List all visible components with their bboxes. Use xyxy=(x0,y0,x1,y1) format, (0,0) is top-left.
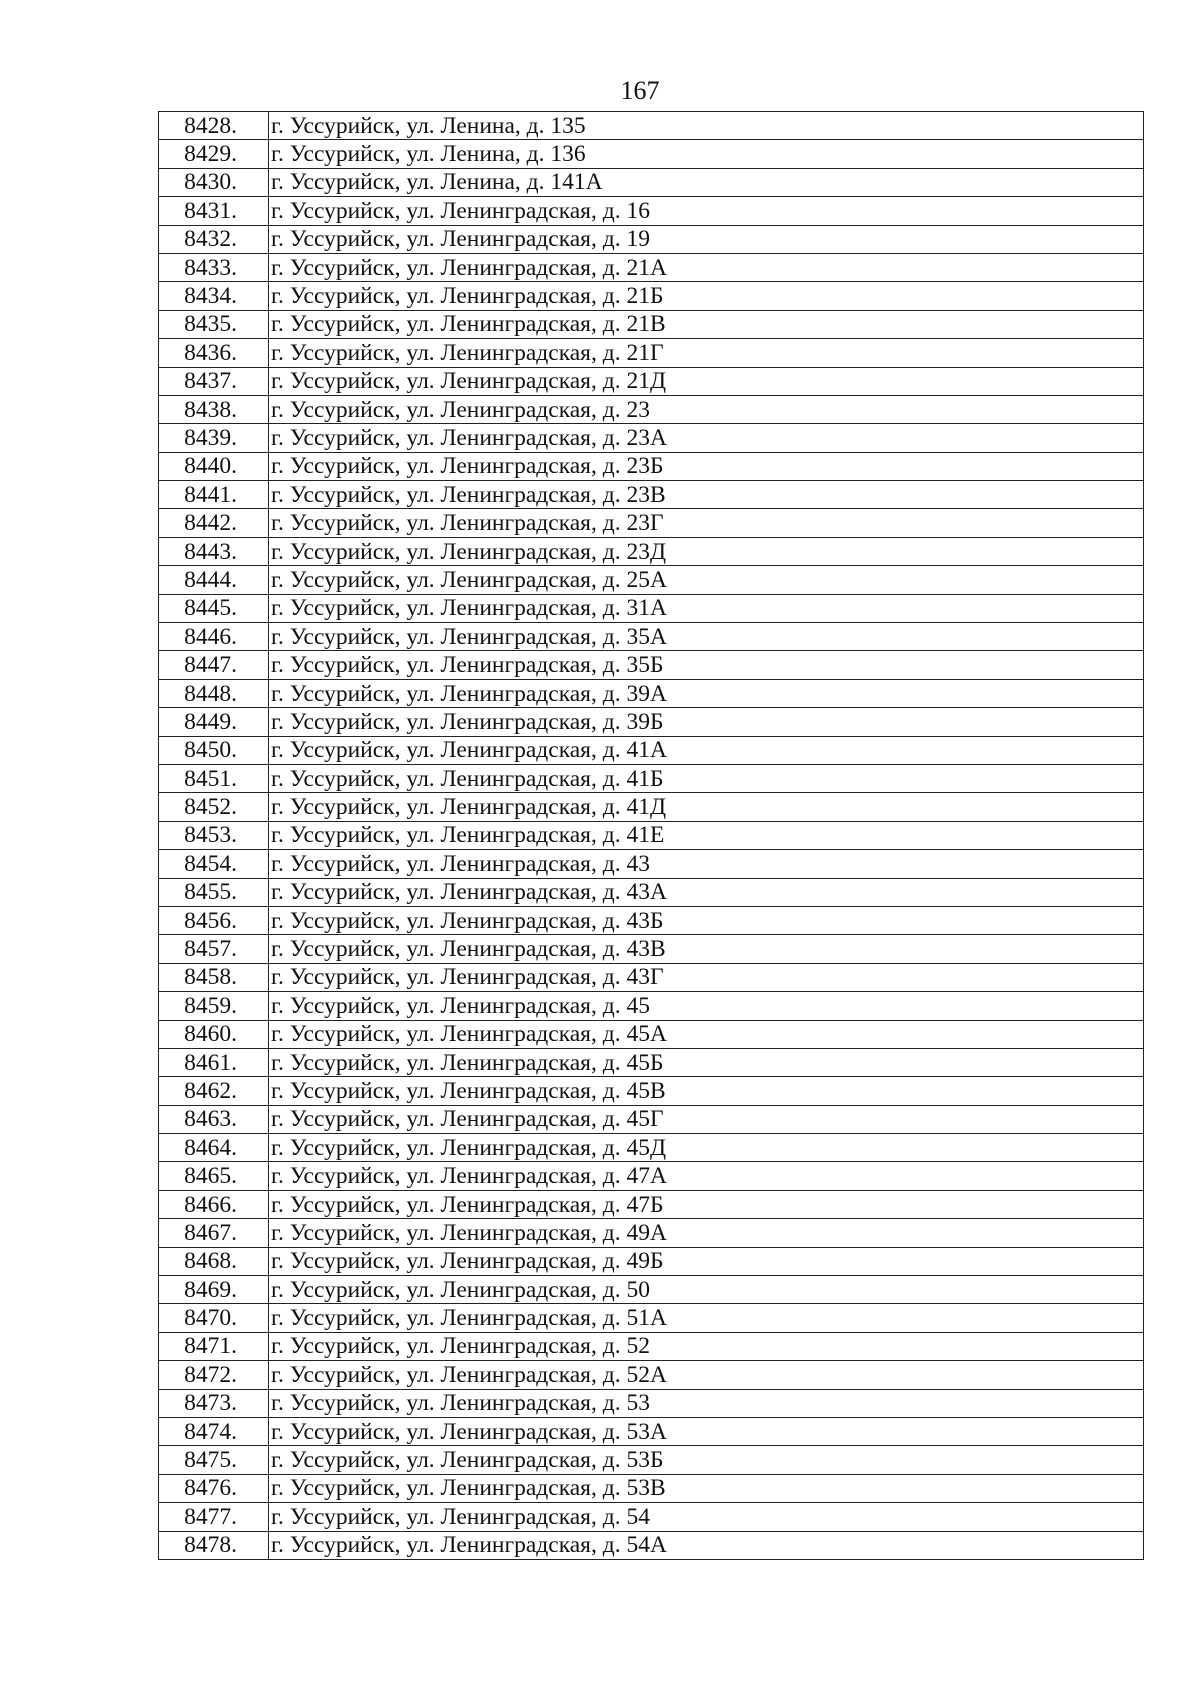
table-row xyxy=(159,878,1144,906)
row-number: 8463. xyxy=(159,1105,269,1133)
table-row xyxy=(159,1389,1144,1417)
row-address: г. Уссурийск, ул. Ленинградская, д. 21Д xyxy=(269,367,1144,395)
row-number: 8446. xyxy=(159,623,269,651)
row-number: 8454. xyxy=(159,850,269,878)
row-address: г. Уссурийск, ул. Ленинградская, д. 35А xyxy=(269,623,1144,651)
table-row xyxy=(159,793,1144,821)
table-row xyxy=(159,1162,1144,1190)
row-number: 8439. xyxy=(159,424,269,452)
table-row xyxy=(159,1474,1144,1502)
row-number: 8451. xyxy=(159,764,269,792)
table-row xyxy=(159,424,1144,452)
row-address: г. Уссурийск, ул. Ленинградская, д. 51А xyxy=(269,1304,1144,1332)
row-number: 8447. xyxy=(159,651,269,679)
row-number: 8443. xyxy=(159,537,269,565)
row-address: г. Уссурийск, ул. Ленинградская, д. 25А xyxy=(269,566,1144,594)
page-number: 167 xyxy=(620,76,660,105)
row-number: 8434. xyxy=(159,282,269,310)
row-address: г. Уссурийск, ул. Ленинградская, д. 41Е xyxy=(269,821,1144,849)
row-address: г. Уссурийск, ул. Ленинградская, д. 50 xyxy=(269,1276,1144,1304)
row-number: 8477. xyxy=(159,1503,269,1531)
row-number: 8472. xyxy=(159,1361,269,1389)
row-address: г. Уссурийск, ул. Ленинградская, д. 43Б xyxy=(269,906,1144,934)
row-address: г. Уссурийск, ул. Ленинградская, д. 21Б xyxy=(269,282,1144,310)
table-row xyxy=(159,1304,1144,1332)
row-number: 8467. xyxy=(159,1219,269,1247)
row-address: г. Уссурийск, ул. Ленина, д. 135 xyxy=(269,112,1144,140)
row-number: 8459. xyxy=(159,992,269,1020)
table-row xyxy=(159,1219,1144,1247)
row-address: г. Уссурийск, ул. Ленинградская, д. 21Г xyxy=(269,339,1144,367)
table-row xyxy=(159,736,1144,764)
table-row xyxy=(159,1417,1144,1445)
row-address: г. Уссурийск, ул. Ленинградская, д. 45Б xyxy=(269,1048,1144,1076)
row-address: г. Уссурийск, ул. Ленинградская, д. 39Б xyxy=(269,708,1144,736)
row-number: 8462. xyxy=(159,1077,269,1105)
address-table-body xyxy=(159,112,1144,1560)
row-address: г. Уссурийск, ул. Ленинградская, д. 16 xyxy=(269,197,1144,225)
row-address: г. Уссурийск, ул. Ленинградская, д. 53 xyxy=(269,1389,1144,1417)
row-number: 8470. xyxy=(159,1304,269,1332)
row-address: г. Уссурийск, ул. Ленинградская, д. 45В xyxy=(269,1077,1144,1105)
row-number: 8428. xyxy=(159,112,269,140)
table-row xyxy=(159,708,1144,736)
table-row xyxy=(159,1134,1144,1162)
row-address: г. Уссурийск, ул. Ленинградская, д. 31А xyxy=(269,594,1144,622)
row-address: г. Уссурийск, ул. Ленинградская, д. 41Д xyxy=(269,793,1144,821)
table-row xyxy=(159,395,1144,423)
row-number: 8478. xyxy=(159,1531,269,1559)
row-number: 8473. xyxy=(159,1389,269,1417)
row-number: 8445. xyxy=(159,594,269,622)
row-address: г. Уссурийск, ул. Ленинградская, д. 52 xyxy=(269,1332,1144,1360)
row-number: 8466. xyxy=(159,1190,269,1218)
row-number: 8465. xyxy=(159,1162,269,1190)
row-number: 8430. xyxy=(159,168,269,196)
row-address: г. Уссурийск, ул. Ленинградская, д. 45А xyxy=(269,1020,1144,1048)
row-address: г. Уссурийск, ул. Ленинградская, д. 23Д xyxy=(269,537,1144,565)
table-row xyxy=(159,963,1144,991)
row-address: г. Уссурийск, ул. Ленинградская, д. 45 xyxy=(269,992,1144,1020)
row-number: 8431. xyxy=(159,197,269,225)
table-row xyxy=(159,821,1144,849)
row-number: 8471. xyxy=(159,1332,269,1360)
table-row xyxy=(159,1503,1144,1531)
row-address: г. Уссурийск, ул. Ленинградская, д. 35Б xyxy=(269,651,1144,679)
table-row xyxy=(159,1276,1144,1304)
table-row xyxy=(159,906,1144,934)
row-number: 8432. xyxy=(159,225,269,253)
row-number: 8438. xyxy=(159,395,269,423)
address-table xyxy=(158,111,1144,1560)
row-address: г. Уссурийск, ул. Ленинградская, д. 43 xyxy=(269,850,1144,878)
row-address: г. Уссурийск, ул. Ленинградская, д. 43В xyxy=(269,935,1144,963)
table-row xyxy=(159,764,1144,792)
row-number: 8461. xyxy=(159,1048,269,1076)
row-number: 8455. xyxy=(159,878,269,906)
row-address: г. Уссурийск, ул. Ленинградская, д. 49Б xyxy=(269,1247,1144,1275)
table-row xyxy=(159,339,1144,367)
table-row xyxy=(159,651,1144,679)
table-row xyxy=(159,140,1144,168)
row-address: г. Уссурийск, ул. Ленина, д. 141А xyxy=(269,168,1144,196)
row-address: г. Уссурийск, ул. Ленинградская, д. 23А xyxy=(269,424,1144,452)
table-row xyxy=(159,253,1144,281)
table-row xyxy=(159,1190,1144,1218)
row-address: г. Уссурийск, ул. Ленинградская, д. 19 xyxy=(269,225,1144,253)
row-address: г. Уссурийск, ул. Ленинградская, д. 45Д xyxy=(269,1134,1144,1162)
row-number: 8464. xyxy=(159,1134,269,1162)
table-row xyxy=(159,1531,1144,1559)
table-row xyxy=(159,1020,1144,1048)
row-address: г. Уссурийск, ул. Ленинградская, д. 53Б xyxy=(269,1446,1144,1474)
row-address: г. Уссурийск, ул. Ленинградская, д. 53В xyxy=(269,1474,1144,1502)
table-row xyxy=(159,1105,1144,1133)
table-row xyxy=(159,197,1144,225)
table-row xyxy=(159,452,1144,480)
table-row xyxy=(159,935,1144,963)
table-row xyxy=(159,850,1144,878)
table-row xyxy=(159,1077,1144,1105)
row-number: 8460. xyxy=(159,1020,269,1048)
table-row xyxy=(159,225,1144,253)
row-address: г. Уссурийск, ул. Ленинградская, д. 43Г xyxy=(269,963,1144,991)
row-number: 8468. xyxy=(159,1247,269,1275)
row-number: 8458. xyxy=(159,963,269,991)
row-number: 8469. xyxy=(159,1276,269,1304)
row-address: г. Уссурийск, ул. Ленинградская, д. 49А xyxy=(269,1219,1144,1247)
row-address: г. Уссурийск, ул. Ленинградская, д. 21В xyxy=(269,310,1144,338)
table-row xyxy=(159,1446,1144,1474)
row-address: г. Уссурийск, ул. Ленинградская, д. 54 xyxy=(269,1503,1144,1531)
row-address: г. Уссурийск, ул. Ленина, д. 136 xyxy=(269,140,1144,168)
table-row xyxy=(159,1247,1144,1275)
table-row xyxy=(159,168,1144,196)
row-address: г. Уссурийск, ул. Ленинградская, д. 54А xyxy=(269,1531,1144,1559)
table-row xyxy=(159,509,1144,537)
row-number: 8429. xyxy=(159,140,269,168)
row-number: 8449. xyxy=(159,708,269,736)
table-row xyxy=(159,679,1144,707)
table-row xyxy=(159,1332,1144,1360)
table-row xyxy=(159,481,1144,509)
row-number: 8456. xyxy=(159,906,269,934)
row-address: г. Уссурийск, ул. Ленинградская, д. 39А xyxy=(269,679,1144,707)
row-number: 8436. xyxy=(159,339,269,367)
row-address: г. Уссурийск, ул. Ленинградская, д. 43А xyxy=(269,878,1144,906)
row-number: 8437. xyxy=(159,367,269,395)
row-number: 8435. xyxy=(159,310,269,338)
row-address: г. Уссурийск, ул. Ленинградская, д. 23Б xyxy=(269,452,1144,480)
table-row xyxy=(159,112,1144,140)
row-number: 8433. xyxy=(159,253,269,281)
row-address: г. Уссурийск, ул. Ленинградская, д. 23 xyxy=(269,395,1144,423)
row-number: 8453. xyxy=(159,821,269,849)
row-number: 8442. xyxy=(159,509,269,537)
row-address: г. Уссурийск, ул. Ленинградская, д. 53А xyxy=(269,1417,1144,1445)
table-row xyxy=(159,310,1144,338)
table-row xyxy=(159,1048,1144,1076)
row-number: 8450. xyxy=(159,736,269,764)
table-row xyxy=(159,566,1144,594)
row-address: г. Уссурийск, ул. Ленинградская, д. 23Г xyxy=(269,509,1144,537)
row-address: г. Уссурийск, ул. Ленинградская, д. 45Г xyxy=(269,1105,1144,1133)
row-address: г. Уссурийск, ул. Ленинградская, д. 21А xyxy=(269,253,1144,281)
row-address: г. Уссурийск, ул. Ленинградская, д. 47А xyxy=(269,1162,1144,1190)
table-row xyxy=(159,1361,1144,1389)
row-address: г. Уссурийск, ул. Ленинградская, д. 41Б xyxy=(269,764,1144,792)
table-row xyxy=(159,367,1144,395)
row-address: г. Уссурийск, ул. Ленинградская, д. 41А xyxy=(269,736,1144,764)
table-row xyxy=(159,282,1144,310)
row-number: 8476. xyxy=(159,1474,269,1502)
row-address: г. Уссурийск, ул. Ленинградская, д. 23В xyxy=(269,481,1144,509)
row-number: 8474. xyxy=(159,1417,269,1445)
table-row xyxy=(159,623,1144,651)
row-address: г. Уссурийск, ул. Ленинградская, д. 47Б xyxy=(269,1190,1144,1218)
row-number: 8441. xyxy=(159,481,269,509)
row-number: 8448. xyxy=(159,679,269,707)
row-number: 8475. xyxy=(159,1446,269,1474)
row-number: 8440. xyxy=(159,452,269,480)
table-row xyxy=(159,594,1144,622)
row-number: 8457. xyxy=(159,935,269,963)
row-number: 8444. xyxy=(159,566,269,594)
row-address: г. Уссурийск, ул. Ленинградская, д. 52А xyxy=(269,1361,1144,1389)
row-number: 8452. xyxy=(159,793,269,821)
table-row xyxy=(159,537,1144,565)
table-row xyxy=(159,992,1144,1020)
